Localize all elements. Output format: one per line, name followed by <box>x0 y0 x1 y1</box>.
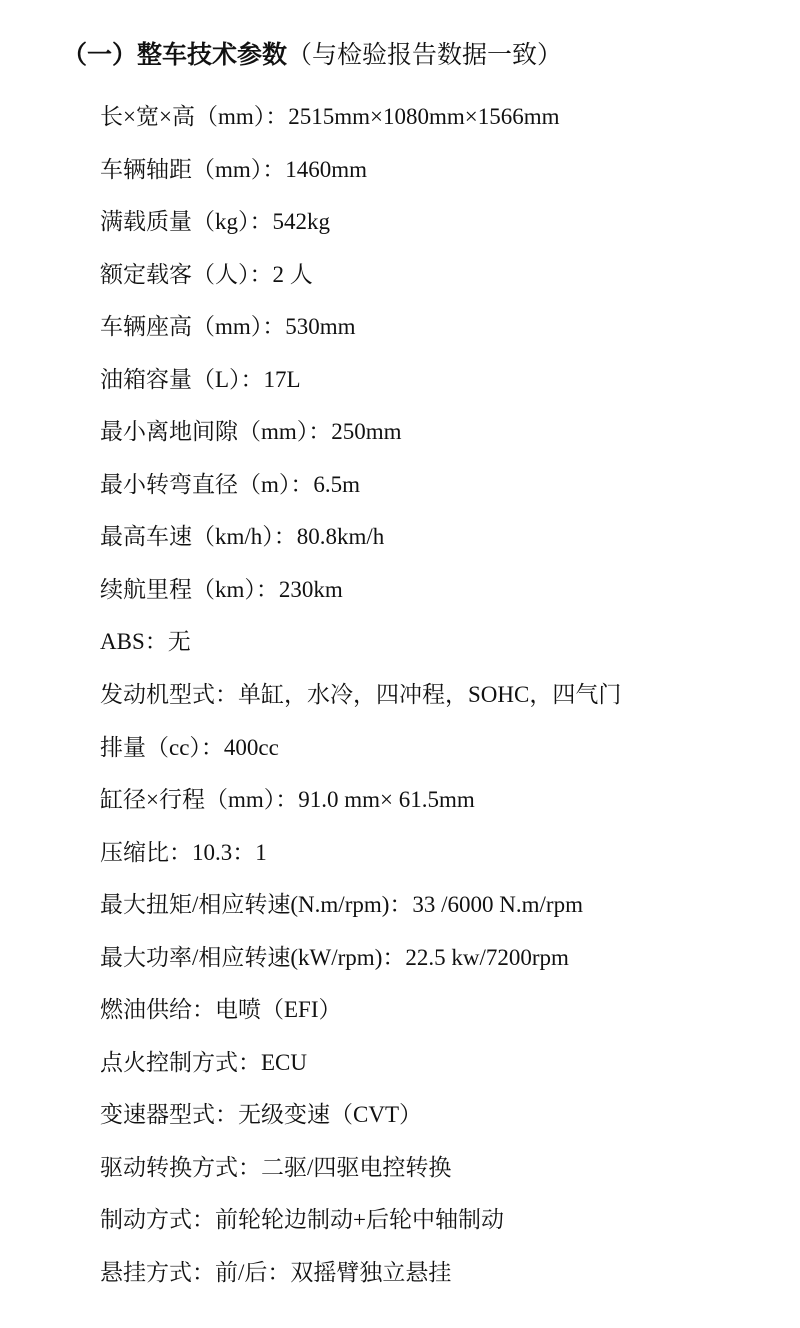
spec-item: 点火控制方式：ECU <box>100 1049 307 1075</box>
spec-item: 满载质量（kg）：542kg <box>100 209 330 235</box>
spec-item: 车辆轴距（mm）：1460mm <box>100 156 368 182</box>
spec-item: 长×宽×高（mm）：2515mm×1080mm×1566mm <box>100 104 560 129</box>
spec-item: 车辆座高（mm）：530mm <box>100 314 356 340</box>
spec-item: 悬挂方式：前/后：双摇臂独立悬挂 <box>100 1260 452 1286</box>
spec-item: 变速器型式：无级变速（CVT） <box>100 1102 422 1128</box>
spec-item: 最高车速（km/h）：80.8km/h <box>100 524 385 550</box>
spec-item: 最小转弯直径（m）：6.5m <box>100 471 361 497</box>
spec-item: 压缩比：10.3：1 <box>100 839 267 865</box>
section-title: 整车技术参数 <box>137 41 288 69</box>
section-note: （与检验报告数据一致） <box>287 42 563 69</box>
spec-item: 最小离地间隙（mm）：250mm <box>100 419 402 445</box>
spec-item: 缸径×行程（mm）：91.0 mm× 61.5mm <box>100 787 475 813</box>
spec-item: 制动方式：前轮轮边制动+后轮中轴制动 <box>100 1207 504 1233</box>
spec-item: ABS：无 <box>100 629 191 655</box>
spec-item: 最大扭矩/相应转速(N.m/rpm)：33 /6000 N.m/rpm <box>100 892 583 918</box>
spec-item: 排量（cc）：400cc <box>100 734 279 760</box>
spec-item: 发动机型式：单缸，水冷，四冲程，SOHC，四气门 <box>100 682 622 708</box>
spec-item: 最大功率/相应转速(kW/rpm)：22.5 kw/7200rpm <box>100 944 569 970</box>
spec-item: 额定载客（人）：2 人 <box>100 261 313 287</box>
section-number: （一） <box>62 41 138 69</box>
spec-list <box>100 91 621 1300</box>
spec-item: 续航里程（km）：230km <box>100 576 343 602</box>
spec-item: 燃油供给：电喷（EFI） <box>100 997 342 1023</box>
spec-item: 驱动转换方式：二驱/四驱电控转换 <box>100 1154 452 1180</box>
section-heading <box>62 38 562 73</box>
spec-item: 油箱容量（L）：17L <box>100 366 301 392</box>
